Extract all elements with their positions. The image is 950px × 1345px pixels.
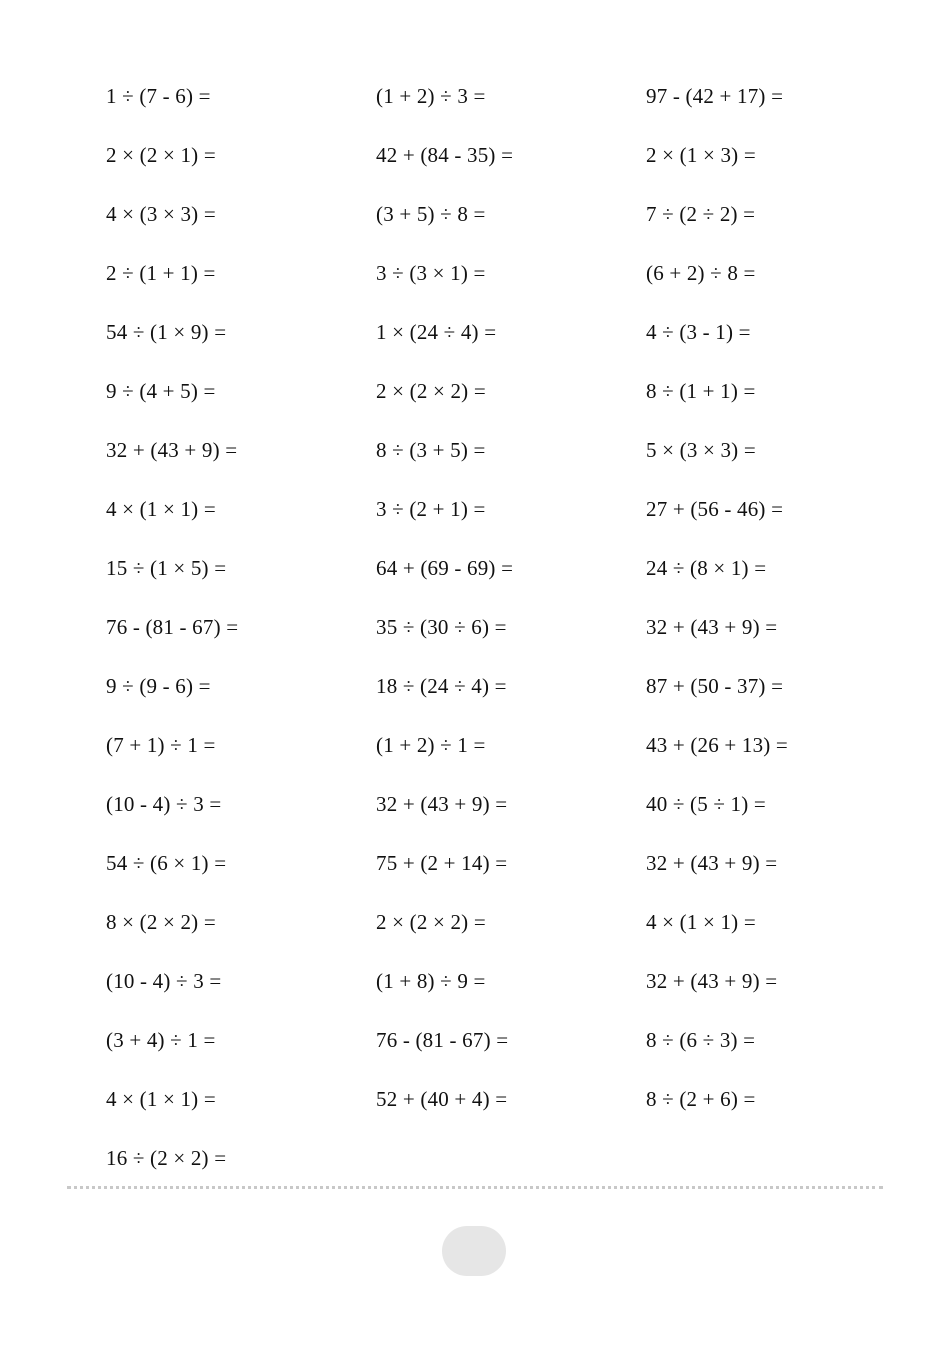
math-problem: 1 ÷ (7 - 6) =: [106, 84, 211, 108]
math-problem: 16 ÷ (2 × 2) =: [106, 1146, 227, 1170]
math-problem: 4 × (1 × 1) =: [106, 497, 216, 521]
math-problem: (6 + 2) ÷ 8 =: [646, 261, 756, 285]
math-problem: (3 + 4) ÷ 1 =: [106, 1028, 216, 1052]
math-problem: 32 + (43 + 9) =: [646, 851, 778, 875]
math-problem: 76 - (81 - 67) =: [376, 1028, 509, 1052]
math-problem: 40 ÷ (5 ÷ 1) =: [646, 792, 766, 816]
dotted-divider: [67, 1186, 883, 1189]
math-problem: (10 - 4) ÷ 3 =: [106, 792, 222, 816]
math-problem: 8 ÷ (1 + 1) =: [646, 379, 756, 403]
math-problem: 9 ÷ (9 - 6) =: [106, 674, 211, 698]
math-problem: 2 × (2 × 2) =: [376, 379, 486, 403]
math-problem: 8 ÷ (2 + 6) =: [646, 1087, 756, 1111]
math-problem: 54 ÷ (6 × 1) =: [106, 851, 227, 875]
math-problem: (7 + 1) ÷ 1 =: [106, 733, 216, 757]
math-problem: (10 - 4) ÷ 3 =: [106, 969, 222, 993]
math-problem: (1 + 2) ÷ 1 =: [376, 733, 486, 757]
math-problem: 32 + (43 + 9) =: [376, 792, 508, 816]
math-problem: 7 ÷ (2 ÷ 2) =: [646, 202, 756, 226]
math-problem: 2 × (1 × 3) =: [646, 143, 756, 167]
math-problem: 8 ÷ (3 + 5) =: [376, 438, 486, 462]
math-problem: 4 ÷ (3 - 1) =: [646, 320, 751, 344]
math-problem: 75 + (2 + 14) =: [376, 851, 508, 875]
math-problem: 32 + (43 + 9) =: [106, 438, 238, 462]
math-problem: 2 × (2 × 2) =: [376, 910, 486, 934]
math-problem: 1 × (24 ÷ 4) =: [376, 320, 497, 344]
math-problem: 32 + (43 + 9) =: [646, 969, 778, 993]
page-number-badge: [442, 1226, 506, 1276]
math-problem: 97 - (42 + 17) =: [646, 84, 784, 108]
math-problem: (1 + 2) ÷ 3 =: [376, 84, 486, 108]
math-problem: 35 ÷ (30 ÷ 6) =: [376, 615, 507, 639]
math-problem: (1 + 8) ÷ 9 =: [376, 969, 486, 993]
math-problem: 2 ÷ (1 + 1) =: [106, 261, 216, 285]
math-problem: 8 ÷ (6 ÷ 3) =: [646, 1028, 756, 1052]
math-problem: 24 ÷ (8 × 1) =: [646, 556, 767, 580]
math-problem: 87 + (50 - 37) =: [646, 674, 784, 698]
problem-grid: [106, 79, 866, 1200]
math-problem: 3 ÷ (3 × 1) =: [376, 261, 486, 285]
math-problem: 76 - (81 - 67) =: [106, 615, 239, 639]
math-problem: 54 ÷ (1 × 9) =: [106, 320, 227, 344]
math-problem: 3 ÷ (2 + 1) =: [376, 497, 486, 521]
math-problem: 52 + (40 + 4) =: [376, 1087, 508, 1111]
math-problem: 32 + (43 + 9) =: [646, 615, 778, 639]
math-problem: 4 × (1 × 1) =: [106, 1087, 216, 1111]
math-problem: (3 + 5) ÷ 8 =: [376, 202, 486, 226]
math-problem: 8 × (2 × 2) =: [106, 910, 216, 934]
math-problem: 27 + (56 - 46) =: [646, 497, 784, 521]
math-problem: 15 ÷ (1 × 5) =: [106, 556, 227, 580]
math-problem: 43 + (26 + 13) =: [646, 733, 788, 757]
math-problem: 4 × (3 × 3) =: [106, 202, 216, 226]
math-problem: 4 × (1 × 1) =: [646, 910, 756, 934]
math-problem: 42 + (84 - 35) =: [376, 143, 514, 167]
math-problem: 2 × (2 × 1) =: [106, 143, 216, 167]
math-problem: 9 ÷ (4 + 5) =: [106, 379, 216, 403]
math-problem: 5 × (3 × 3) =: [646, 438, 756, 462]
math-problem: 64 + (69 - 69) =: [376, 556, 514, 580]
math-problem: 18 ÷ (24 ÷ 4) =: [376, 674, 507, 698]
